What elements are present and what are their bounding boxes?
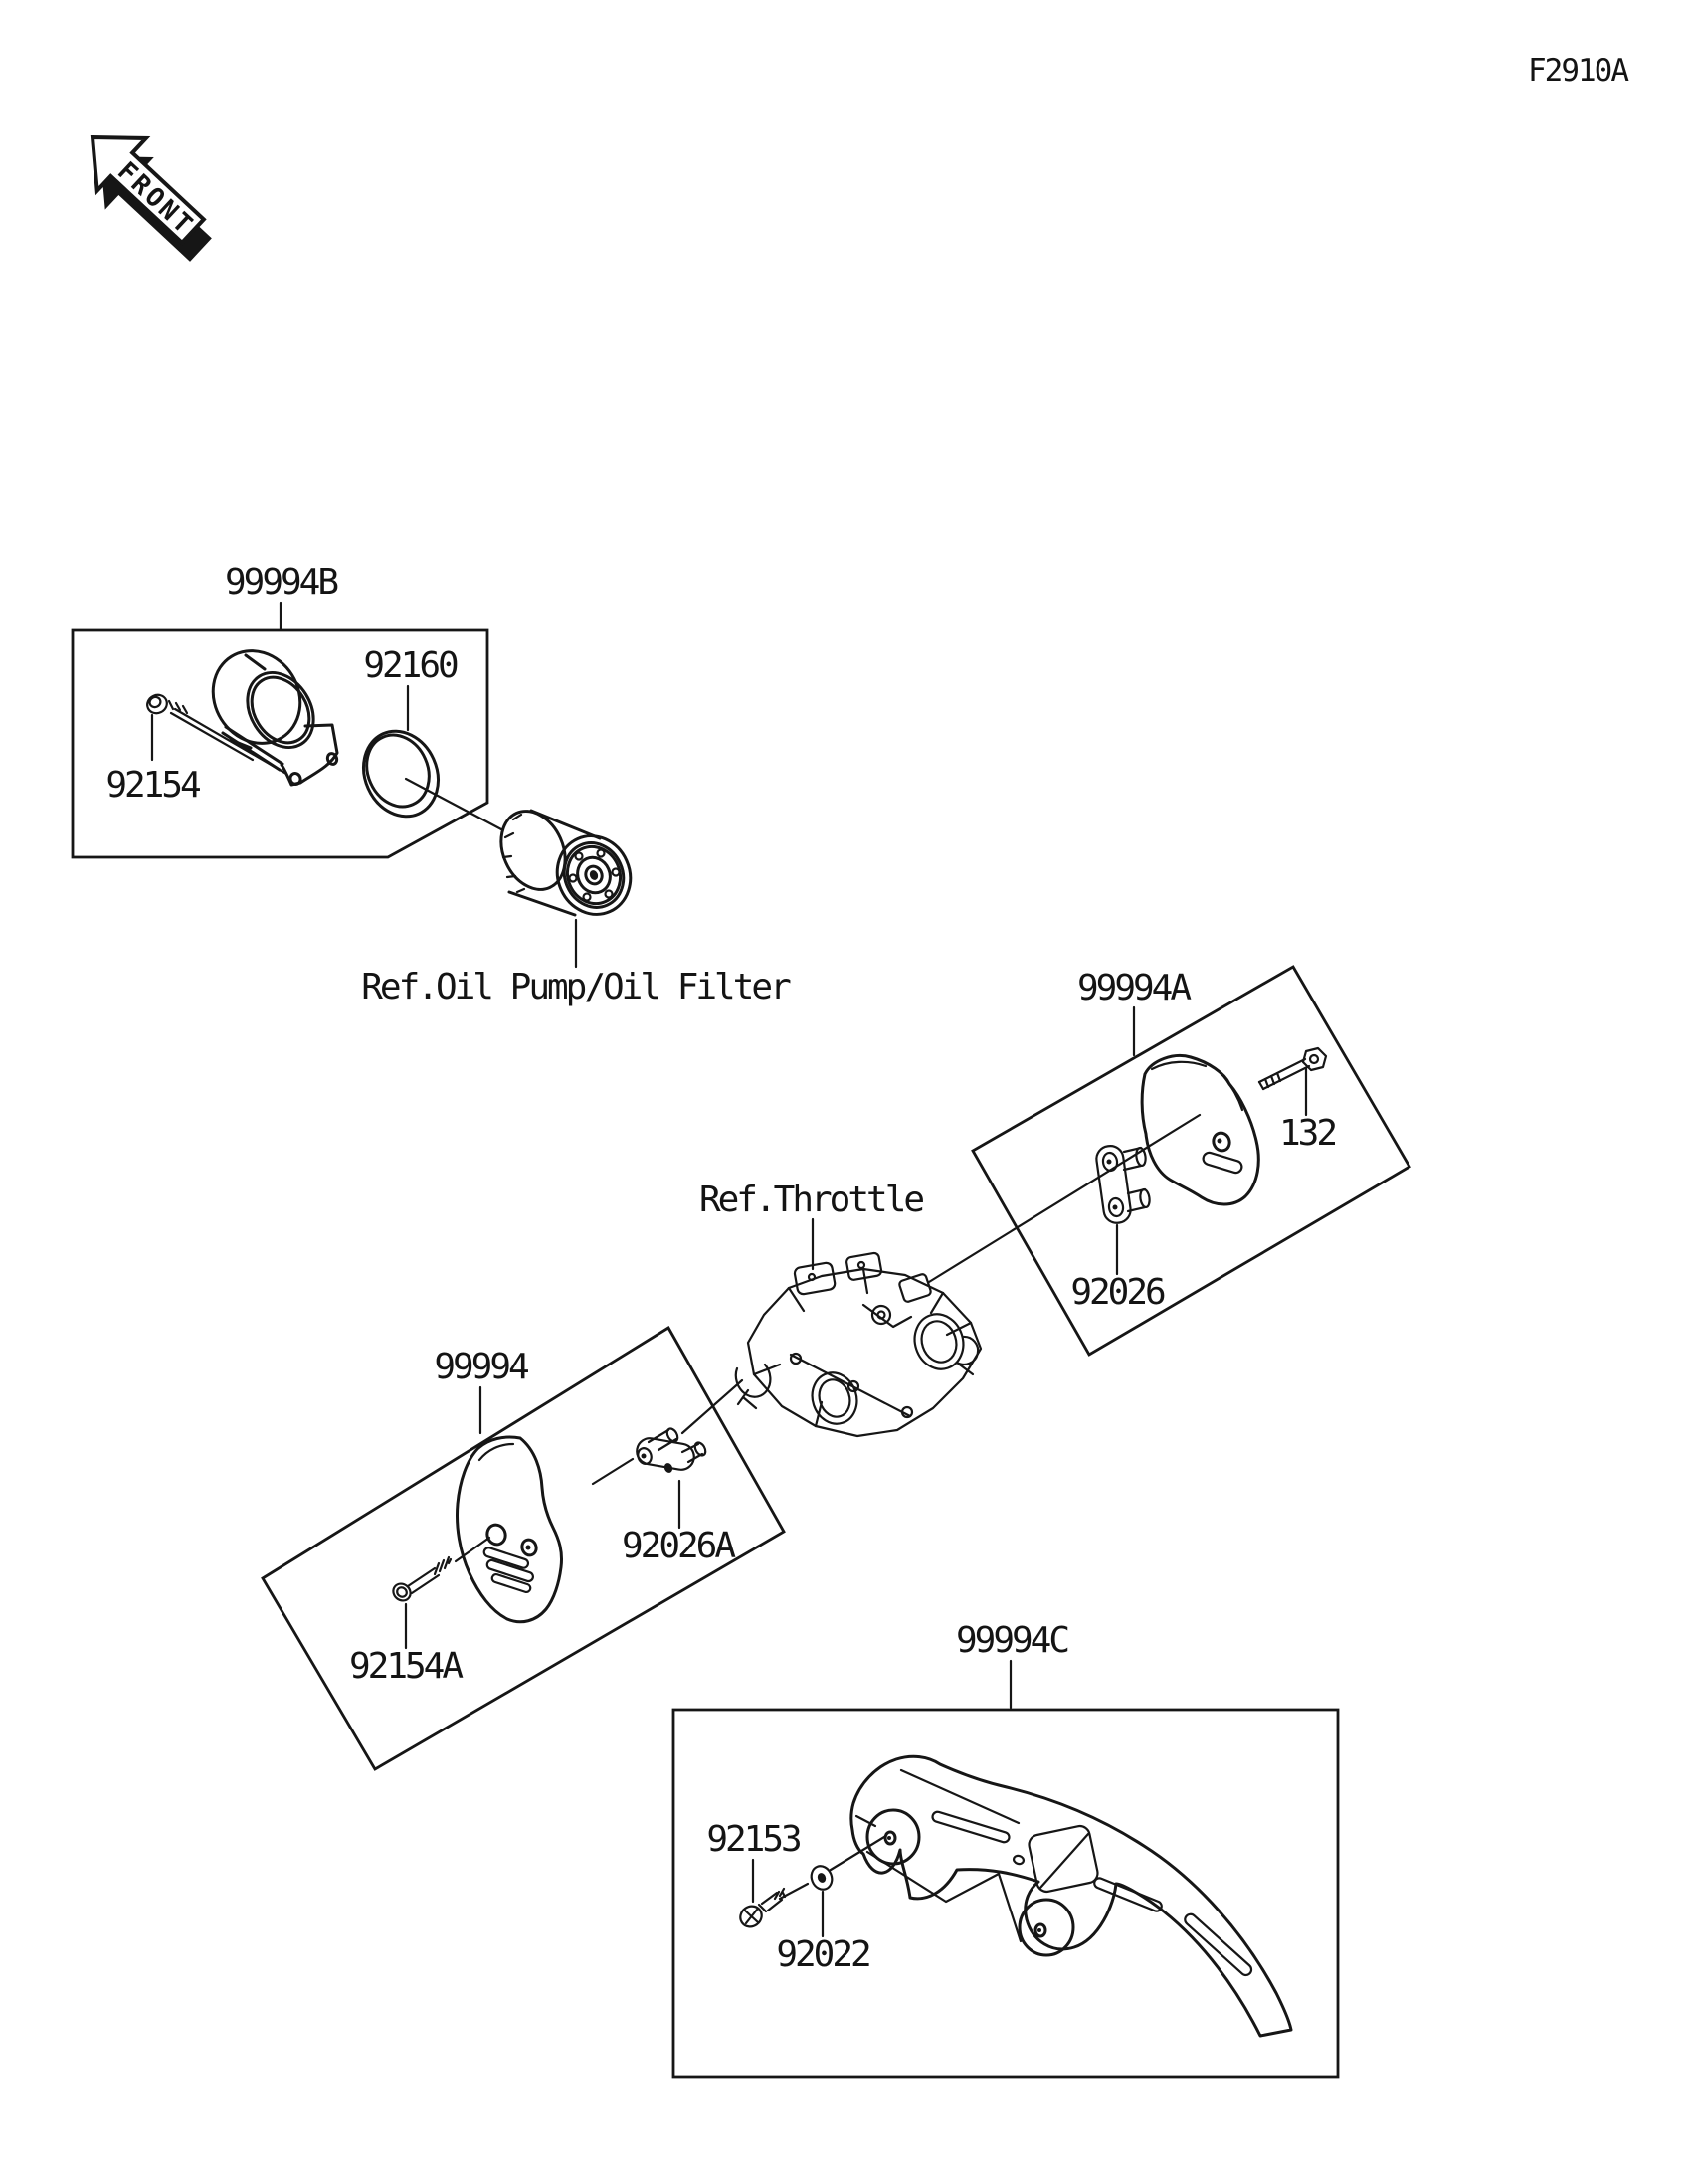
part-label-92026[interactable]: 92026 — [1070, 1272, 1164, 1313]
heat-shield-a-drawing — [1142, 1056, 1258, 1204]
part-label-92154[interactable]: 92154 — [105, 765, 199, 806]
part-label-92026a[interactable]: 92026A — [621, 1526, 734, 1566]
part-label-92153[interactable]: 92153 — [706, 1819, 800, 1860]
ref-throttle-label: Ref.Throttle — [698, 1180, 923, 1220]
part-label-92022[interactable]: 92022 — [776, 1934, 869, 1975]
fiche-code-label: F2910A — [1528, 53, 1627, 89]
group-box-99994a — [973, 967, 1409, 1355]
throttle-body-drawing — [736, 1252, 981, 1436]
spacer-92026a-drawing — [635, 1427, 707, 1474]
ref-oil-pump-label: Ref.Oil Pump/Oil Filter — [361, 967, 789, 1007]
bolt-132-drawing — [1259, 1048, 1326, 1089]
part-label-92160[interactable]: 92160 — [363, 645, 457, 686]
leader-screw-to-washer — [780, 1884, 808, 1899]
group-label-99994[interactable]: 99994 — [434, 1347, 527, 1387]
heat-shield-drawing — [458, 1437, 562, 1622]
oil-filter-drawing — [489, 801, 643, 926]
leader-spacer-to-throttle — [682, 1380, 742, 1433]
front-arrow — [68, 111, 225, 276]
front-arrow-label: FRONT — [111, 156, 200, 242]
washer-92022-drawing — [808, 1863, 836, 1893]
leader-shield-a-to-throttle — [929, 1115, 1200, 1282]
chain-guard-drawing — [851, 1756, 1291, 2036]
screw-92153-drawing — [736, 1889, 785, 1931]
leader-washer-to-boss — [831, 1837, 884, 1870]
spacer-92026-drawing — [1095, 1144, 1151, 1224]
part-label-92154a[interactable]: 92154A — [348, 1646, 462, 1687]
leader-shield-to-spacer — [593, 1459, 633, 1484]
part-label-132[interactable]: 132 — [1278, 1113, 1336, 1154]
group-label-99994b[interactable]: 99994B — [224, 562, 337, 603]
group-label-99994c[interactable]: 99994C — [955, 1620, 1068, 1661]
group-label-99994a[interactable]: 99994A — [1076, 968, 1190, 1008]
bezel-ring-92160-drawing — [350, 719, 452, 828]
bolt-92154a-drawing — [390, 1557, 451, 1604]
